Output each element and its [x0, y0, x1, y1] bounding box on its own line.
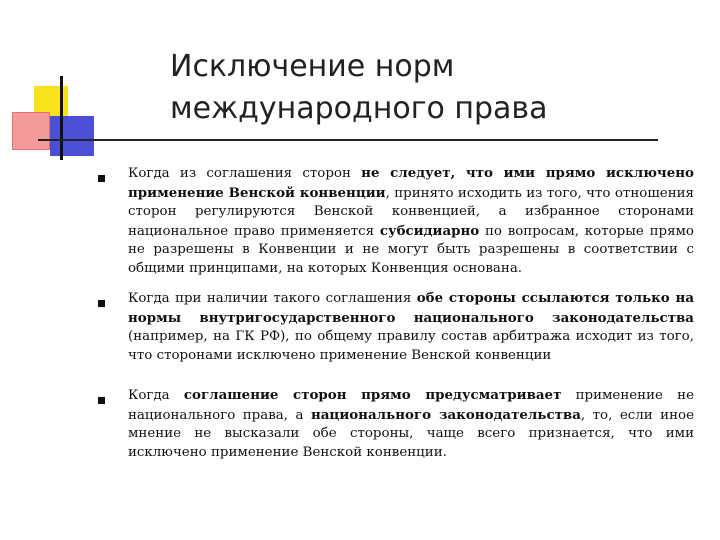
bullet-text-segment: Когда при наличии такого соглашения	[128, 291, 417, 306]
bullet-square-icon	[98, 300, 105, 307]
bullet-text-bold-segment: субсидиарно	[379, 222, 480, 239]
bullet-text-segment: по вопросам, которые прямо не разрешены в Конвенции и не могут быть разрешены в соответствии с общими принципами, на которых Конвенция основана.	[128, 223, 694, 276]
bullet-text	[128, 164, 694, 279]
bullet-text-segment: Когда из соглашения сторон	[128, 166, 362, 181]
bullet-text-segment: Когда	[128, 388, 184, 403]
bullet-text-segment: (например, на ГК РФ), по общему правилу состав арбитража исходит из того, что сторонами исключено применение Венской конвенции	[128, 329, 694, 363]
bullet-text-segment: , принято исходить из того, что отношения сторон регулируются Венской конвенцией, а избранное сторонами национальное право применяется	[128, 185, 694, 239]
bullet-text-segment: применение не национального права, а	[128, 388, 694, 423]
bullet-text-segment: , то, если иное мнение не высказали обе стороны, чаще всего признается, что ими исключено применение Венской конвенции.	[128, 407, 694, 460]
slide-title-line-2: международного права	[170, 91, 548, 126]
bullet-text-bold-segment: национального законодательства	[310, 406, 581, 423]
bullet-text	[128, 386, 694, 462]
bullet-text-bold-segment: соглашение сторон прямо предусматривает	[183, 387, 562, 403]
bullet-text-bold-segment: не следует, что ими прямо исключено применение Венской конвенции	[128, 165, 694, 201]
bullet-text	[128, 289, 694, 365]
slide-title-line-1: Исключение норм	[170, 49, 455, 84]
bullet-square-icon	[98, 397, 105, 404]
bullet-text-bold-segment: обе стороны ссылаются только на нормы внутригосударственного национального законодательства	[128, 290, 694, 326]
bullet-square-icon	[98, 175, 105, 182]
